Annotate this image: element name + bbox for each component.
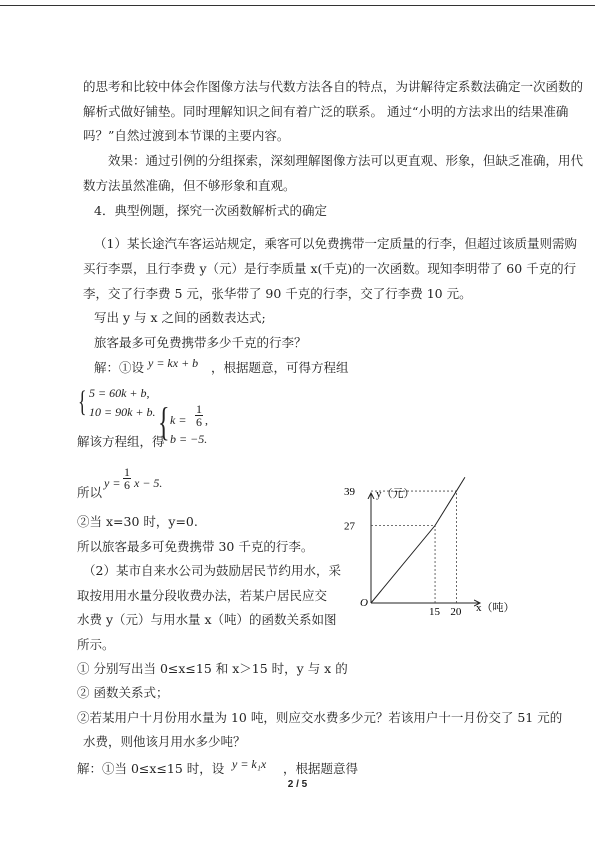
solution-line: 所以旅客最多可免费携带 30 千克的行李。	[77, 539, 314, 554]
paragraph-line: 数方法虽然准确，但不够形象和直观。	[83, 178, 296, 193]
y-tick-label: 39	[344, 486, 355, 499]
equation: 5 = 60k + b,	[89, 386, 150, 400]
question-line: （2）某市自来水公司为鼓励居民节约用水，采	[83, 563, 341, 578]
b-value: b = −5.	[170, 432, 208, 446]
set-expression: y = kx + b	[148, 356, 199, 370]
question-line: 水费 y（元）与用水量 x（吨）的函数关系如图	[77, 612, 337, 627]
paragraph-line: 解析式做好铺垫。同时理解知识之间有着广泛的联系。 通过“小明的方法求出的结果准确	[83, 104, 569, 119]
paragraph-line: 吗？”自然过渡到本节课的主要内容。	[83, 128, 290, 143]
solution-line: ②当 x=30 时，y=0.	[77, 514, 198, 529]
y-axis-label: y（元）	[376, 488, 415, 500]
solution-line: 解该方程组，得	[77, 434, 165, 449]
y-tick-label: 27	[344, 520, 355, 533]
question-line: 买行李票，且行李费 y（元）是行李质量 x(千克)的一次函数。现知李明带了 60 千克的行	[83, 261, 577, 276]
question-line: 旅客最多可免费携带多少千克的行李？	[94, 335, 307, 350]
question-line: ① 分别写出当 0≤x≤15 和 x＞15 时，y 与 x 的	[77, 661, 348, 676]
fraction-numerator: 1	[124, 465, 130, 479]
solution-line: ，根据题意，可得方程组	[211, 360, 349, 375]
solution-line: 所以	[77, 485, 103, 500]
question-line: 写出 y 与 x 之间的函数表达式;	[94, 310, 266, 325]
origin-label: O	[360, 597, 368, 609]
question-line: 水费，则他该月用水多少吨？	[83, 734, 246, 749]
guide-lines	[371, 491, 456, 603]
brace: {	[158, 399, 170, 444]
x-axis-label: x（吨）	[476, 602, 515, 614]
y-rest: x − 5.	[134, 476, 163, 490]
paragraph-line: 效果：通过引例的分组探索，深刻理解图像方法可以更直观、形象，但缺乏准确，用代	[108, 153, 584, 168]
brace: {	[78, 385, 87, 418]
solution-line: ，根据题意得	[283, 761, 359, 776]
solution-line: 解：①当 0≤x≤15 时，设	[77, 761, 225, 776]
section-heading: 4．典型例题，探究一次函数解析式的确定	[94, 203, 327, 218]
y-lhs: y =	[104, 476, 121, 490]
question-line: ②若某用户十月份用水量为 10 吨，则应交水费多少元？若该用户十一月份交了 51 元的	[77, 710, 563, 725]
comma: ,	[205, 413, 208, 427]
paragraph-line: 的思考和比较中体会作图像方法与代数方法各自的特点，为讲解待定系数法确定一次函数的	[83, 79, 584, 94]
page-number: 2 / 5	[287, 779, 308, 790]
question-line: 李，交了行李费 5 元，张华带了 90 千克的行李，交了行李费 10 元。	[83, 286, 472, 301]
k-lhs: k =	[170, 413, 187, 427]
question-line: 取按用用水量分段收费办法，若某户居民应交	[77, 588, 328, 603]
solution-line: 解：①设	[94, 360, 145, 375]
fraction-denominator: 6	[124, 478, 130, 492]
x-tick-label: 15	[429, 606, 441, 618]
x-tick-label: 20	[450, 606, 462, 618]
fraction-denominator: 6	[196, 415, 202, 429]
fraction-numerator: 1	[196, 402, 202, 416]
question-line: 所示。	[77, 637, 115, 652]
set-expression: y = k₁x	[232, 757, 267, 771]
question-line: ② 函数关系式；	[77, 685, 169, 700]
equation: 10 = 90k + b.	[89, 405, 156, 419]
question-line: （1）某长途汽车客运站规定，乘客可以免费携带一定质量的行李，但超过该质量则需购	[94, 236, 577, 251]
